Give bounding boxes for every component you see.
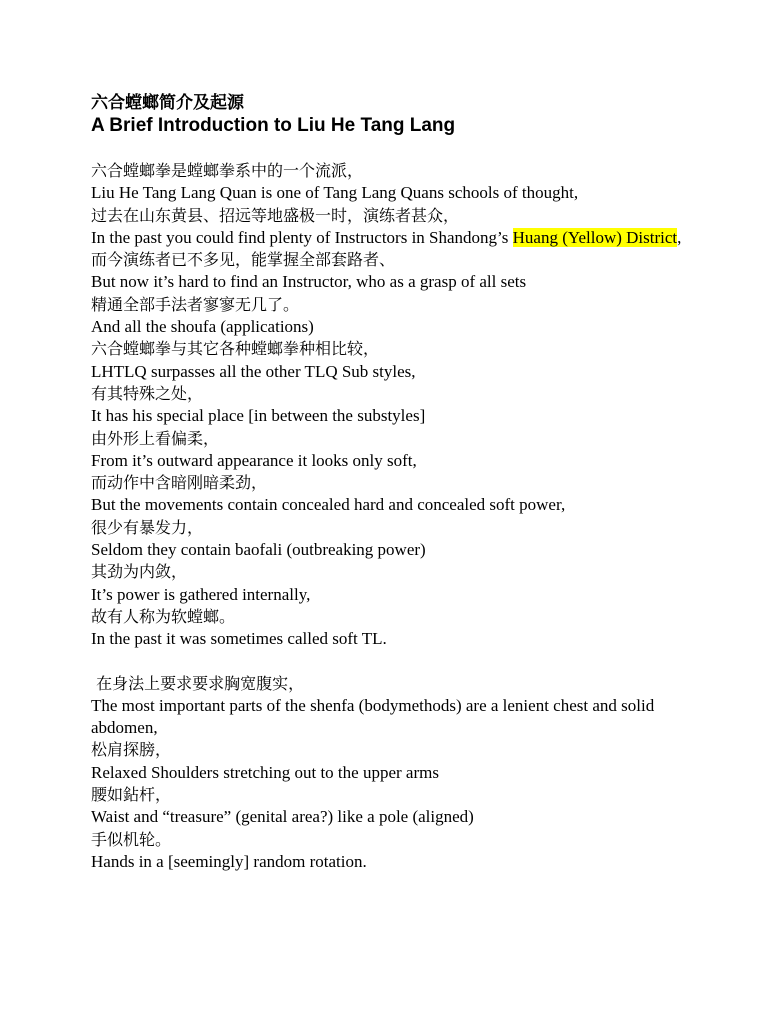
chinese-line: 故有人称为软螳螂。: [91, 606, 236, 626]
highlighted-text: Huang (Yellow) District: [512, 227, 678, 247]
chinese-line: 而今演练者已不多见，能掌握全部套路者、: [91, 250, 396, 270]
chinese-line: 有其特殊之处，: [91, 383, 204, 403]
english-line: And all the shoufa (applications): [91, 317, 314, 337]
english-line: Liu He Tang Lang Quan is one of Tang Lang Quans schools of thought,: [91, 183, 579, 203]
chinese-line: 松肩探膀，: [91, 740, 172, 760]
chinese-line: 其劲为内敛，: [91, 562, 188, 582]
chinese-line: 而动作中含暗刚暗柔劲，: [91, 473, 268, 493]
chinese-line: 在身法上要求要求胸宽腹实，: [91, 673, 305, 693]
chinese-line: 很少有暴发力，: [91, 517, 204, 537]
section-origins: [91, 160, 691, 651]
english-line: [91, 227, 691, 249]
english-line: Relaxed Shoulders stretching out to the upper arms: [91, 762, 439, 782]
english-line-part: In the past you could find plenty of Instructors in Shandong’s: [91, 227, 513, 247]
english-line: From it’s outward appearance it looks only soft,: [91, 450, 417, 470]
chinese-line: 精通全部手法者寥寥无几了。: [91, 294, 300, 314]
english-line: But the movements contain concealed hard and concealed soft power,: [91, 495, 566, 515]
chinese-line: 六合螳螂拳与其它各种螳螂拳种相比较，: [91, 339, 380, 359]
spacer: [91, 651, 691, 673]
spacer: [91, 138, 691, 160]
chinese-line: 腰如鉆杆，: [91, 785, 172, 805]
english-line-part: ,: [677, 227, 682, 247]
chinese-line: 由外形上看偏柔，: [91, 428, 220, 448]
document-title-english: A Brief Introduction to Liu He Tang Lang: [91, 115, 456, 136]
chinese-line: 手似机轮。: [91, 829, 172, 849]
section-body-methods: [91, 673, 691, 874]
english-line: Hands in a [seemingly] random rotation.: [91, 851, 367, 871]
english-line: Waist and “treasure” (genital area?) like a pole (aligned): [91, 807, 474, 827]
english-line: LHTLQ surpasses all the other TLQ Sub styles,: [91, 361, 416, 381]
english-line: In the past it was sometimes called soft TL.: [91, 629, 387, 649]
document-title-chinese: 六合螳螂简介及起源: [91, 93, 244, 113]
chinese-line: 过去在山东黄县、招远等地盛极一时，演练者甚众，: [91, 205, 460, 225]
english-line: It has his special place [in between the substyles]: [91, 406, 426, 426]
english-line: But now it’s hard to find an Instructor, who as a grasp of all sets: [91, 272, 527, 292]
chinese-line: 六合螳螂拳是螳螂拳系中的一个流派，: [91, 161, 364, 180]
english-line: It’s power is gathered internally,: [91, 584, 311, 604]
document-page: [91, 92, 691, 873]
english-line: The most important parts of the shenfa (bodymethods) are a lenient chest and solid abdomen,: [91, 695, 659, 738]
english-line: Seldom they contain baofali (outbreaking power): [91, 540, 426, 560]
